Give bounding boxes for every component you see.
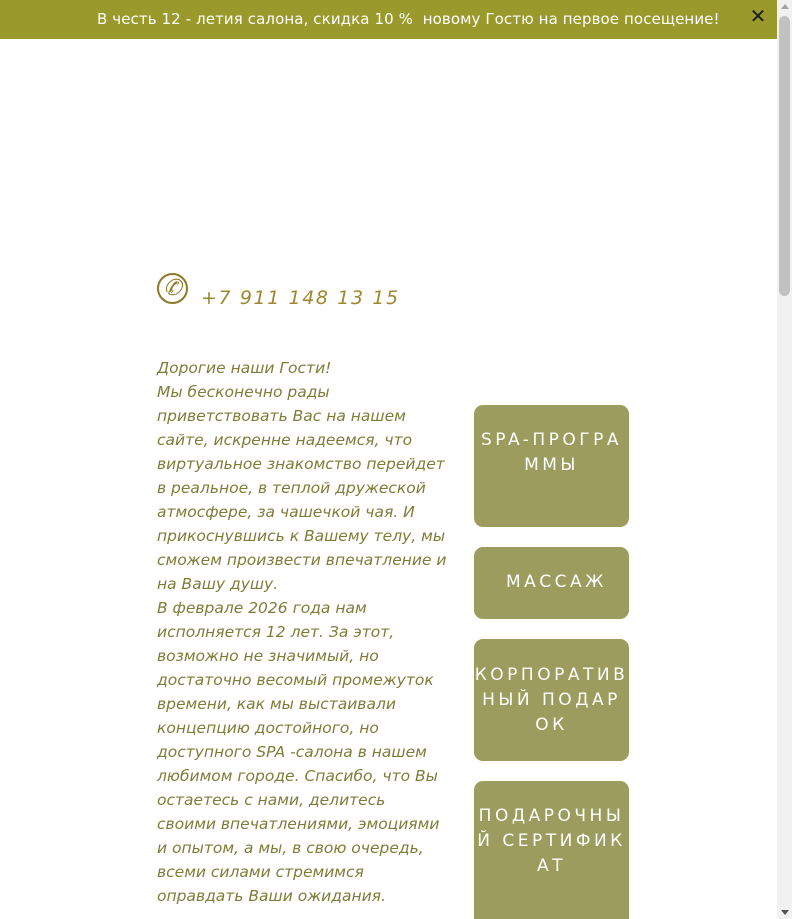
gift-certificate-button[interactable] [474,781,629,919]
phone-contact[interactable] [157,273,400,309]
massage-label: МАССАЖ [506,572,607,592]
scroll-down-arrow-icon[interactable] [781,910,789,915]
scroll-up-arrow-icon[interactable] [781,4,789,9]
scrollbar-thumb[interactable] [779,16,790,296]
corporate-gift-label: КОРПОРАТИВНЫЙ ПОДАРОК [474,665,629,735]
massage-button[interactable] [474,547,629,619]
spa-programs-label: SPA-ПРОГРАММЫ [480,430,622,475]
spa-programs-button[interactable] [474,405,629,527]
close-icon[interactable]: ✕ [749,4,767,28]
welcome-message [157,356,447,908]
vertical-scrollbar[interactable] [777,0,792,919]
corporate-gift-button[interactable] [474,639,629,761]
promo-text: В честь 12 - летия салона, скидка 10 % новому Гостю на первое посещение! [97,10,720,28]
phone-handset-icon: ✆ [157,273,188,304]
phone-number-link[interactable]: +7 911 148 13 15 [201,287,400,309]
welcome-greeting: Дорогие наши Гости! [157,359,332,377]
gift-certificate-label: ПОДАРОЧНЫЙ СЕРТИФИКАТ [477,806,626,876]
welcome-paragraph: В феврале 2026 года нам исполняется 12 лет. За этот, возможно не значимый, но достаточно весомый промежуток времени, как мы выстаивали концепцию достойного, но доступного SPA -салона в нашем любимом городе. Спасибо, что Вы остаетесь с нами, делитесь своими впечатлениями, эмоциями и опытом, а мы, в свою очередь, всеми силами стремимся оправдать Ваши ожидания. [157,599,440,905]
welcome-paragraph: Мы бесконечно рады приветствовать Вас на нашем сайте, искренне надеемся, что виртуальное знакомство перейдет в реальное, в теплой дружеской атмосфере, за чашечкой чая. И прикоснувшись к Вашему телу, мы сможем произвести впечатление и на Вашу душу. [157,383,447,593]
promo-banner [0,0,777,39]
